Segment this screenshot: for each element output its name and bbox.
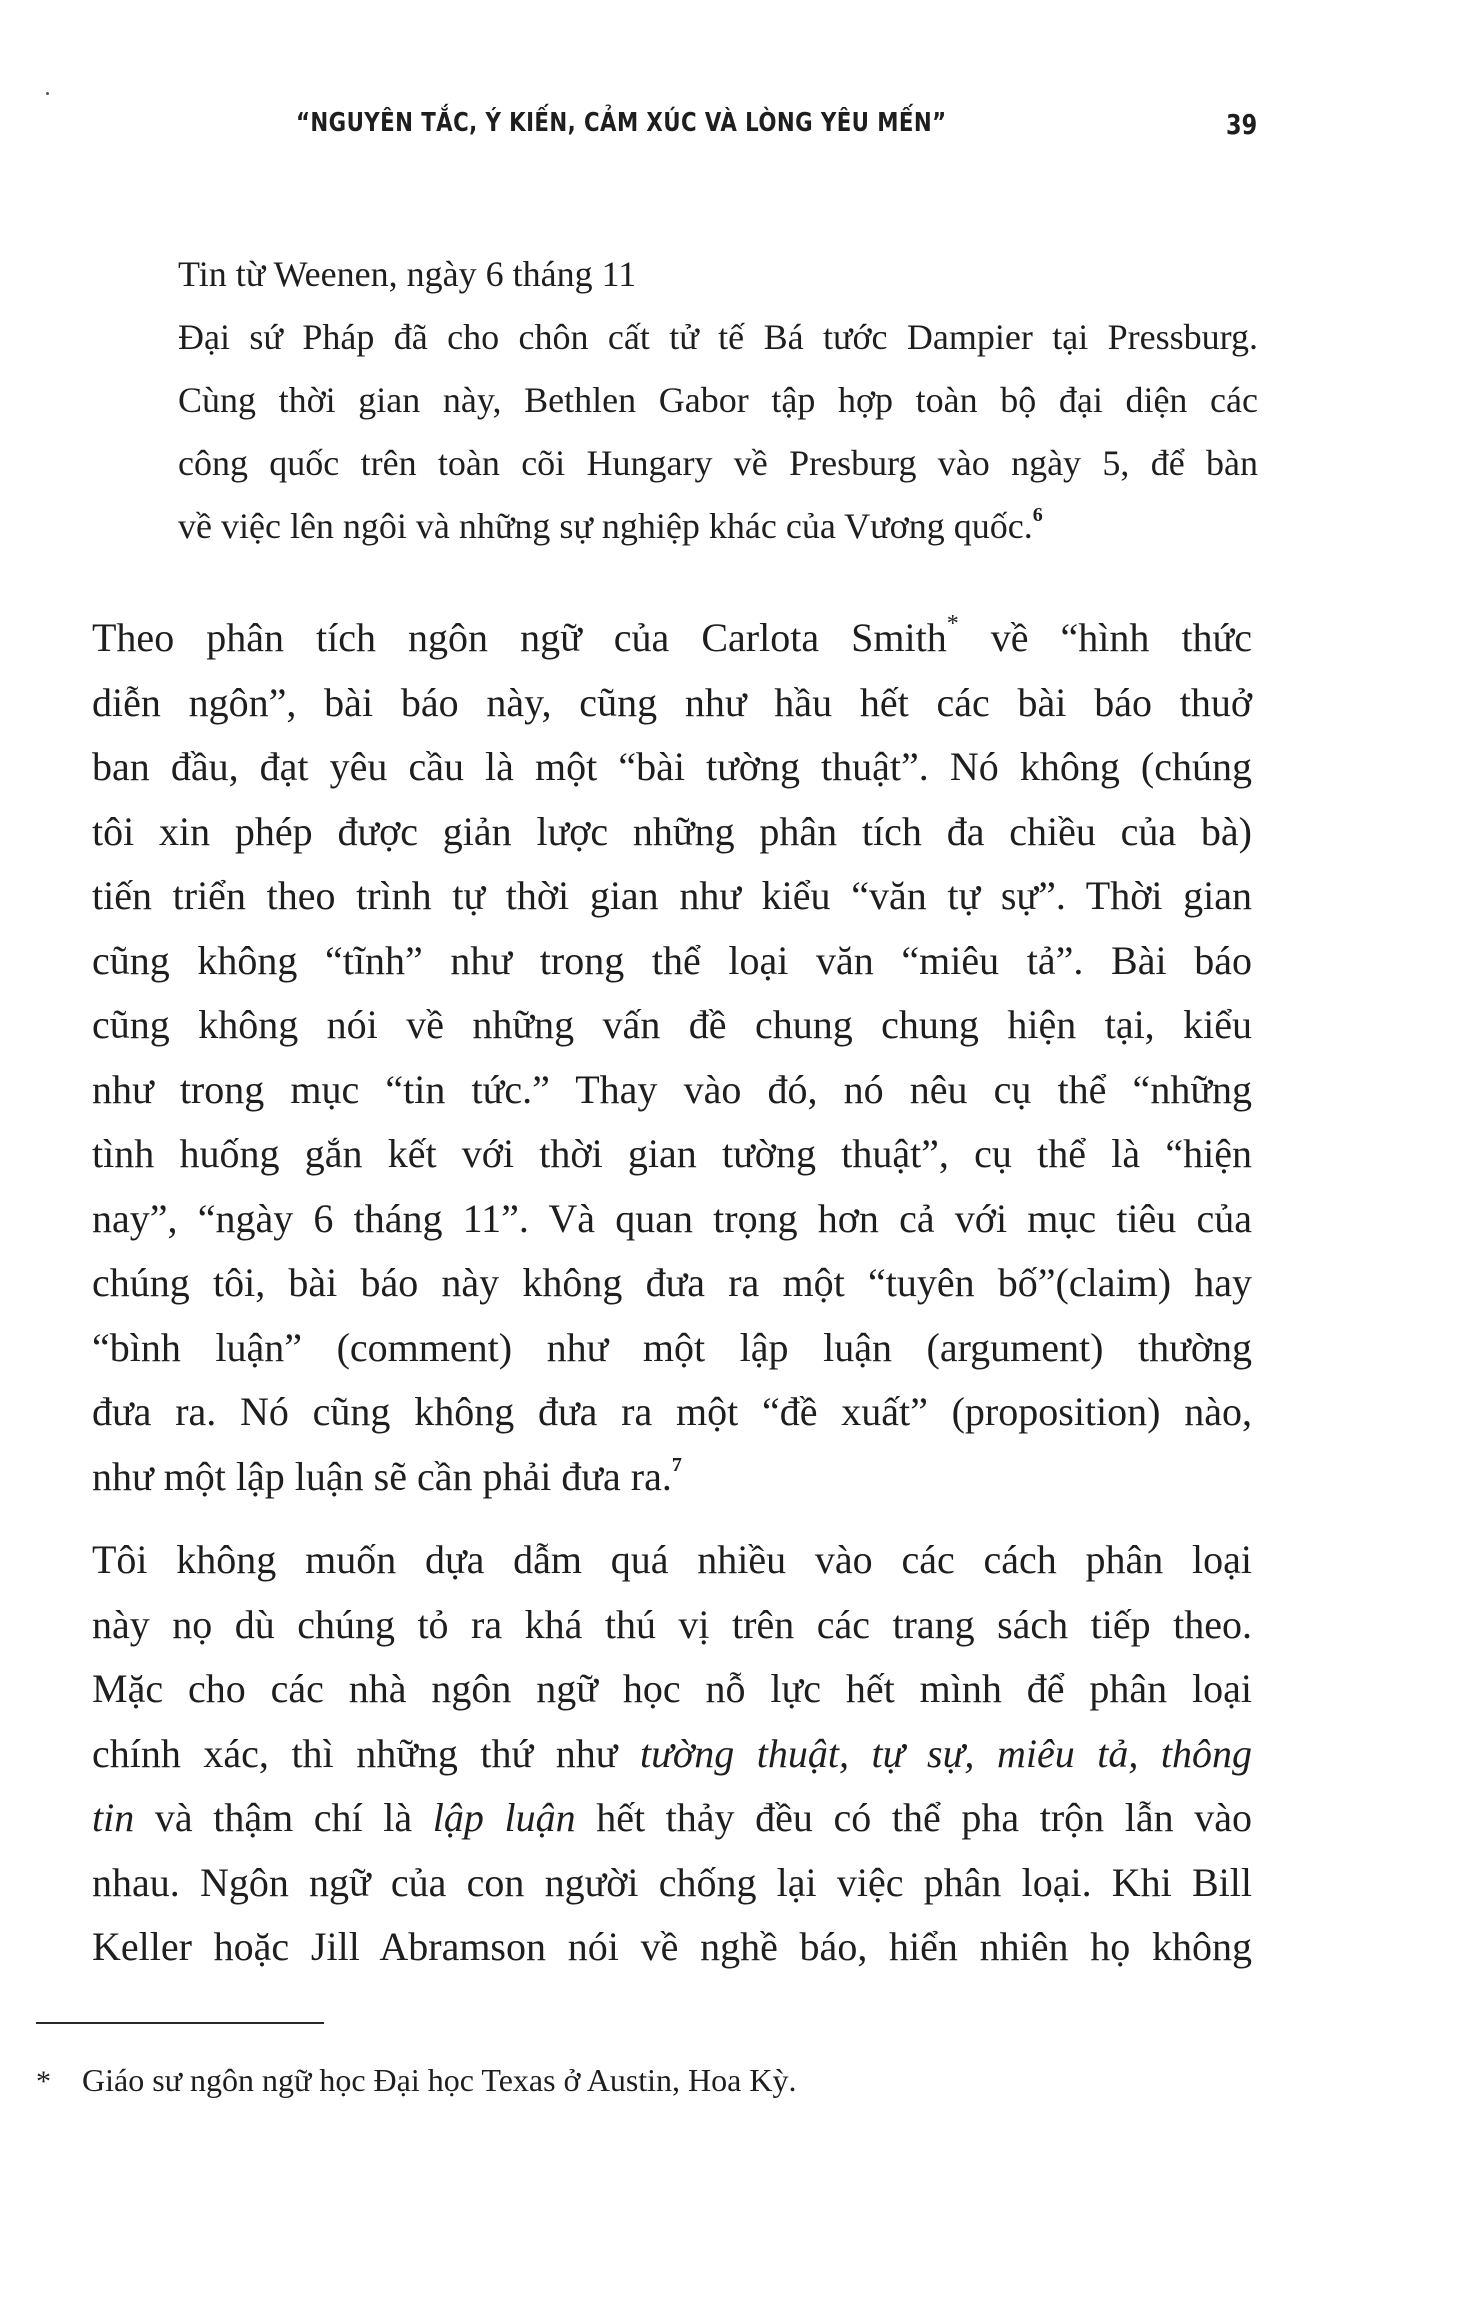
paragraph-line: như trong mục “tin tức.” Thay vào đó, nó nêu cụ thể “những: [92, 1066, 1252, 1112]
quote-line: Đại sứ Pháp đã cho chôn cất tử tế Bá tước Dampier tại Pressburg.: [178, 317, 1258, 357]
paragraph-2: [92, 1528, 1252, 1980]
footnote-ref-7: 7: [671, 1453, 682, 1476]
paragraph-line: Keller hoặc Jill Abramson nói về nghề báo, hiển nhiên họ không: [92, 1924, 1252, 1969]
quote-line: Cùng thời gian này, Bethlen Gabor tập hợp toàn bộ đại diện các: [178, 380, 1258, 420]
line-text: hết thảy đều có thể pha trộn lẫn vào: [575, 1795, 1252, 1840]
paragraph-line: đưa ra. Nó cũng không đưa ra một “đề xuất” (proposition) nào,: [92, 1389, 1252, 1434]
quote-line-last: [178, 495, 1258, 558]
footnote-marker: *: [36, 2065, 51, 2098]
paragraph-line: tôi xin phép được giản lược những phân tích đa chiều của bà): [92, 808, 1252, 854]
paragraph-gap: [92, 1509, 1252, 1528]
paragraph-line: “bình luận” (comment) như một lập luận (argument) thường: [92, 1324, 1252, 1370]
paragraph-line: chúng tôi, bài báo này không đưa ra một “tuyên bố”(claim) hay: [92, 1260, 1252, 1305]
paragraph-line-last: [92, 1445, 1252, 1510]
running-header-title: “NGUYÊN TẮC, Ý KIẾN, CẢM XÚC VÀ LÒNG YÊU MẾN”: [296, 108, 947, 138]
paragraph-line: ban đầu, đạt yêu cầu là một “bài tường thuật”. Nó không (chúng: [92, 744, 1252, 789]
line-text: Theo phân tích ngôn ngữ của Carlota Smith: [92, 615, 947, 660]
line-text: chính xác, thì những thứ như: [92, 1730, 640, 1776]
paragraph-line: [92, 1722, 1252, 1787]
footnote: [36, 2060, 796, 2102]
quote-line: công quốc trên toàn cõi Hungary về Presburg vào ngày 5, để bàn: [178, 443, 1258, 483]
footnote-divider: [36, 2022, 324, 2024]
line-text: và thậm chí là: [134, 1795, 433, 1840]
paragraph-line: [92, 1786, 1252, 1851]
footnote-ref-6: 6: [1032, 504, 1043, 526]
paragraph-line: tiến triển theo trình tự thời gian như kiểu “văn tự sự”. Thời gian: [92, 873, 1252, 918]
line-text: như một lập luận sẽ cần phải đưa ra.: [92, 1453, 672, 1499]
italic-terms: tường thuật, tự sự, miêu tả, thông: [639, 1730, 1252, 1776]
paragraph-line: cũng không “tĩnh” như trong thể loại văn “miêu tả”. Bài báo: [92, 937, 1252, 983]
italic-term: tin: [92, 1795, 135, 1840]
paragraph-line: này nọ dù chúng tỏ ra khá thú vị trên các trang sách tiếp theo.: [92, 1601, 1252, 1647]
paragraph-1: [92, 606, 1252, 1509]
italic-term: lập luận: [432, 1795, 576, 1840]
quote-line-text: về việc lên ngôi và những sự nghiệp khác của Vương quốc.: [178, 506, 1033, 546]
paragraph-line: cũng không nói về những vấn đề chung chung hiện tại, kiểu: [92, 1002, 1252, 1047]
block-quote: [178, 243, 1258, 558]
paragraph-line: nhau. Ngôn ngữ của con người chống lại việc phân loại. Khi Bill: [92, 1859, 1252, 1905]
footnote-text: Giáo sư ngôn ngữ học Đại học Texas ở Austin, Hoa Kỳ.: [82, 2062, 797, 2098]
paragraph-line: tình huống gắn kết với thời gian tường thuật”, cụ thể là “hiện: [92, 1131, 1252, 1176]
paragraph-line: Tôi không muốn dựa dẫm quá nhiều vào các cách phân loại: [92, 1537, 1252, 1582]
page-number: 39: [1226, 108, 1258, 141]
paragraph-line: diễn ngôn”, bài báo này, cũng như hầu hết các bài báo thuở: [92, 679, 1252, 725]
quote-line: Tin từ Weenen, ngày 6 tháng 11: [178, 254, 637, 294]
body-text: [92, 606, 1252, 1980]
line-text: về “hình thức: [958, 615, 1252, 660]
asterisk-ref: *: [946, 611, 959, 637]
scan-speck: [46, 92, 49, 95]
paragraph-line: Mặc cho các nhà ngôn ngữ học nỗ lực hết mình để phân loại: [92, 1666, 1252, 1711]
paragraph-line: nay”, “ngày 6 tháng 11”. Và quan trọng hơn cả với mục tiêu của: [92, 1195, 1252, 1241]
paragraph-line: [92, 606, 1252, 671]
